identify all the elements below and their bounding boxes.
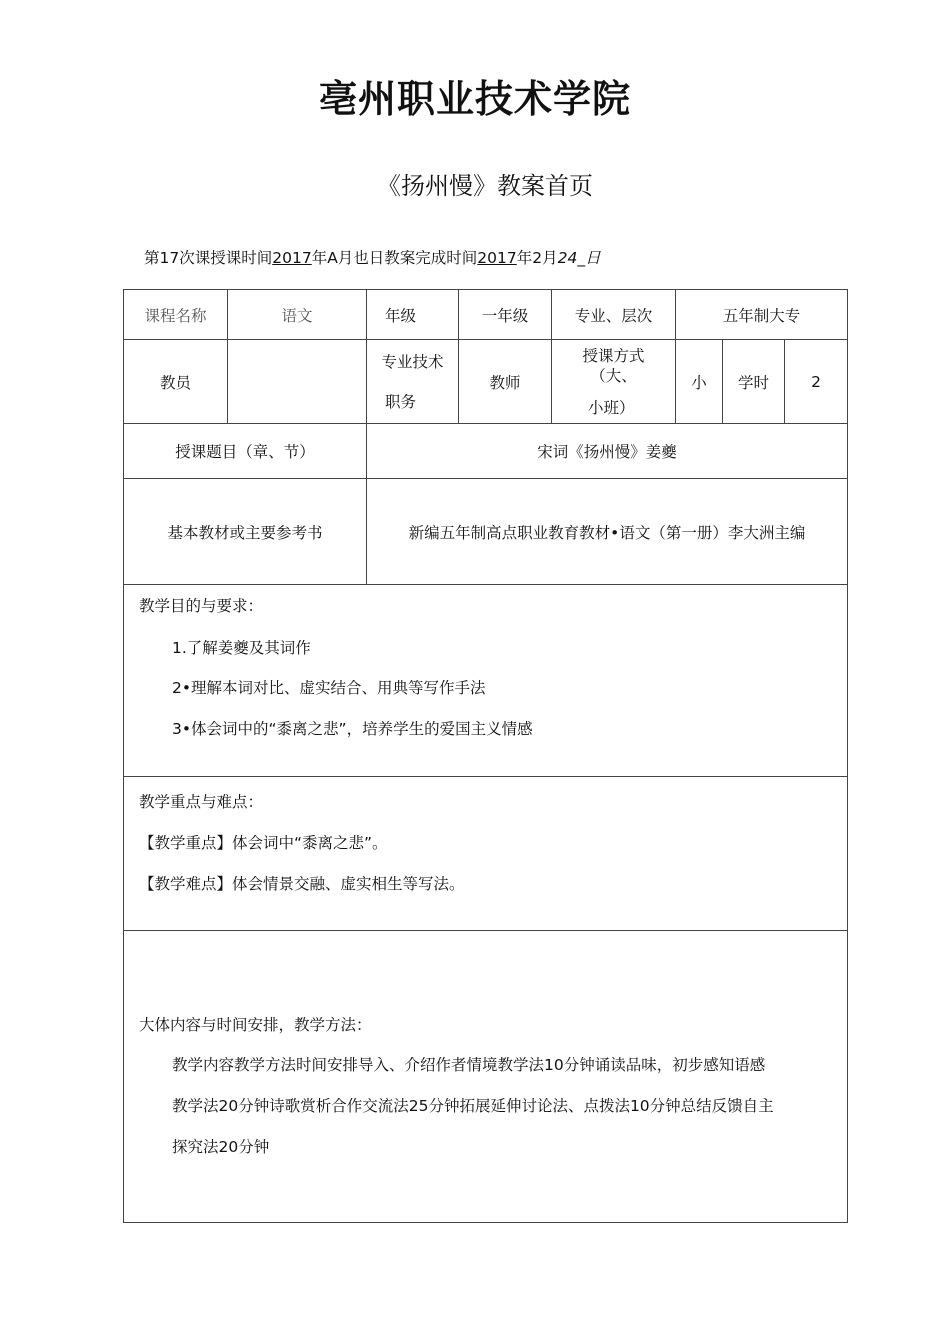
major-value: 五年制大专	[676, 290, 848, 340]
mode-value: 小	[676, 340, 723, 424]
schedule-year-2: 2017	[477, 249, 517, 267]
row-objectives	[124, 585, 848, 777]
row-teacher	[124, 340, 848, 424]
title-label-line2: 职务	[385, 392, 417, 411]
grade-value: 一年级	[459, 290, 552, 340]
objective-item-1: 1.了解姜夔及其词作	[172, 639, 311, 657]
schedule-text-3: 年2月	[516, 249, 558, 267]
course-name-label: 课程名称	[124, 290, 228, 340]
row-topic	[124, 424, 848, 479]
hours-value: 2	[785, 340, 848, 424]
major-label: 专业、层次	[552, 290, 676, 340]
row-course	[124, 290, 848, 340]
topic-label: 授课题目（章、节）	[124, 424, 367, 479]
textbook-value: 新编五年制高点职业教育教材•语文（第一册）李大洲主编	[367, 479, 848, 585]
objectives-heading: 教学目的与要求：	[139, 597, 264, 615]
mode-label-line1: 授课方式	[582, 346, 645, 365]
title-label	[367, 340, 459, 424]
arrangement-heading: 大体内容与时间安排，教学方法：	[139, 1016, 372, 1034]
lesson-plan-table	[123, 289, 848, 1223]
arrangement-line-3: 探究法20分钟	[172, 1138, 270, 1156]
key-points-section	[124, 777, 848, 931]
row-arrangement	[124, 931, 848, 1223]
mode-label-line2: （大、	[590, 366, 637, 385]
arrangement-section	[124, 931, 848, 1223]
key-point-focus: 【教学重点】体会词中“黍离之悲”。	[139, 834, 388, 852]
topic-value: 宋词《扬州慢》姜夔	[367, 424, 848, 479]
document-title: 《扬州慢》教案首页	[377, 172, 593, 200]
textbook-label: 基本教材或主要参考书	[124, 479, 367, 585]
schedule-text-1: 第17次课授课时间	[144, 249, 273, 267]
objectives-section	[124, 585, 848, 777]
institution-title: 亳州职业技术学院	[318, 77, 631, 121]
row-textbook	[124, 479, 848, 585]
schedule-year-1: 2017	[272, 249, 312, 267]
schedule-line	[144, 246, 601, 268]
arrangement-line-1: 教学内容教学方法时间安排导入、介绍作者情境教学法10分钟诵读品味，初步感知语感	[172, 1056, 766, 1074]
teacher-label: 教员	[124, 340, 228, 424]
row-key-points	[124, 777, 848, 931]
key-points-heading: 教学重点与难点：	[139, 793, 264, 811]
grade-label: 年级	[367, 290, 459, 340]
objective-item-2: 2•理解本词对比、虚实结合、用典等写作手法	[172, 679, 486, 697]
teacher-value	[228, 340, 367, 424]
schedule-day: 24_日	[557, 249, 601, 267]
schedule-text-2: 年A月也日教案完成时间	[311, 249, 478, 267]
title-value: 教师	[459, 340, 552, 424]
course-name-value: 语文	[228, 290, 367, 340]
arrangement-line-2: 教学法20分钟诗歌赏析合作交流法25分钟拓展延伸讨论法、点拨法10分钟总结反馈自主	[172, 1097, 774, 1115]
hours-label: 学时	[723, 340, 785, 424]
mode-label-line3: 小班）	[588, 398, 635, 417]
title-label-line1: 专业技术	[381, 352, 444, 371]
mode-label	[552, 340, 676, 424]
key-point-difficulty: 【教学难点】体会情景交融、虚实相生等写法。	[139, 875, 465, 893]
objective-item-3: 3•体会词中的“黍离之悲”，培养学生的爱国主义情感	[172, 720, 533, 738]
